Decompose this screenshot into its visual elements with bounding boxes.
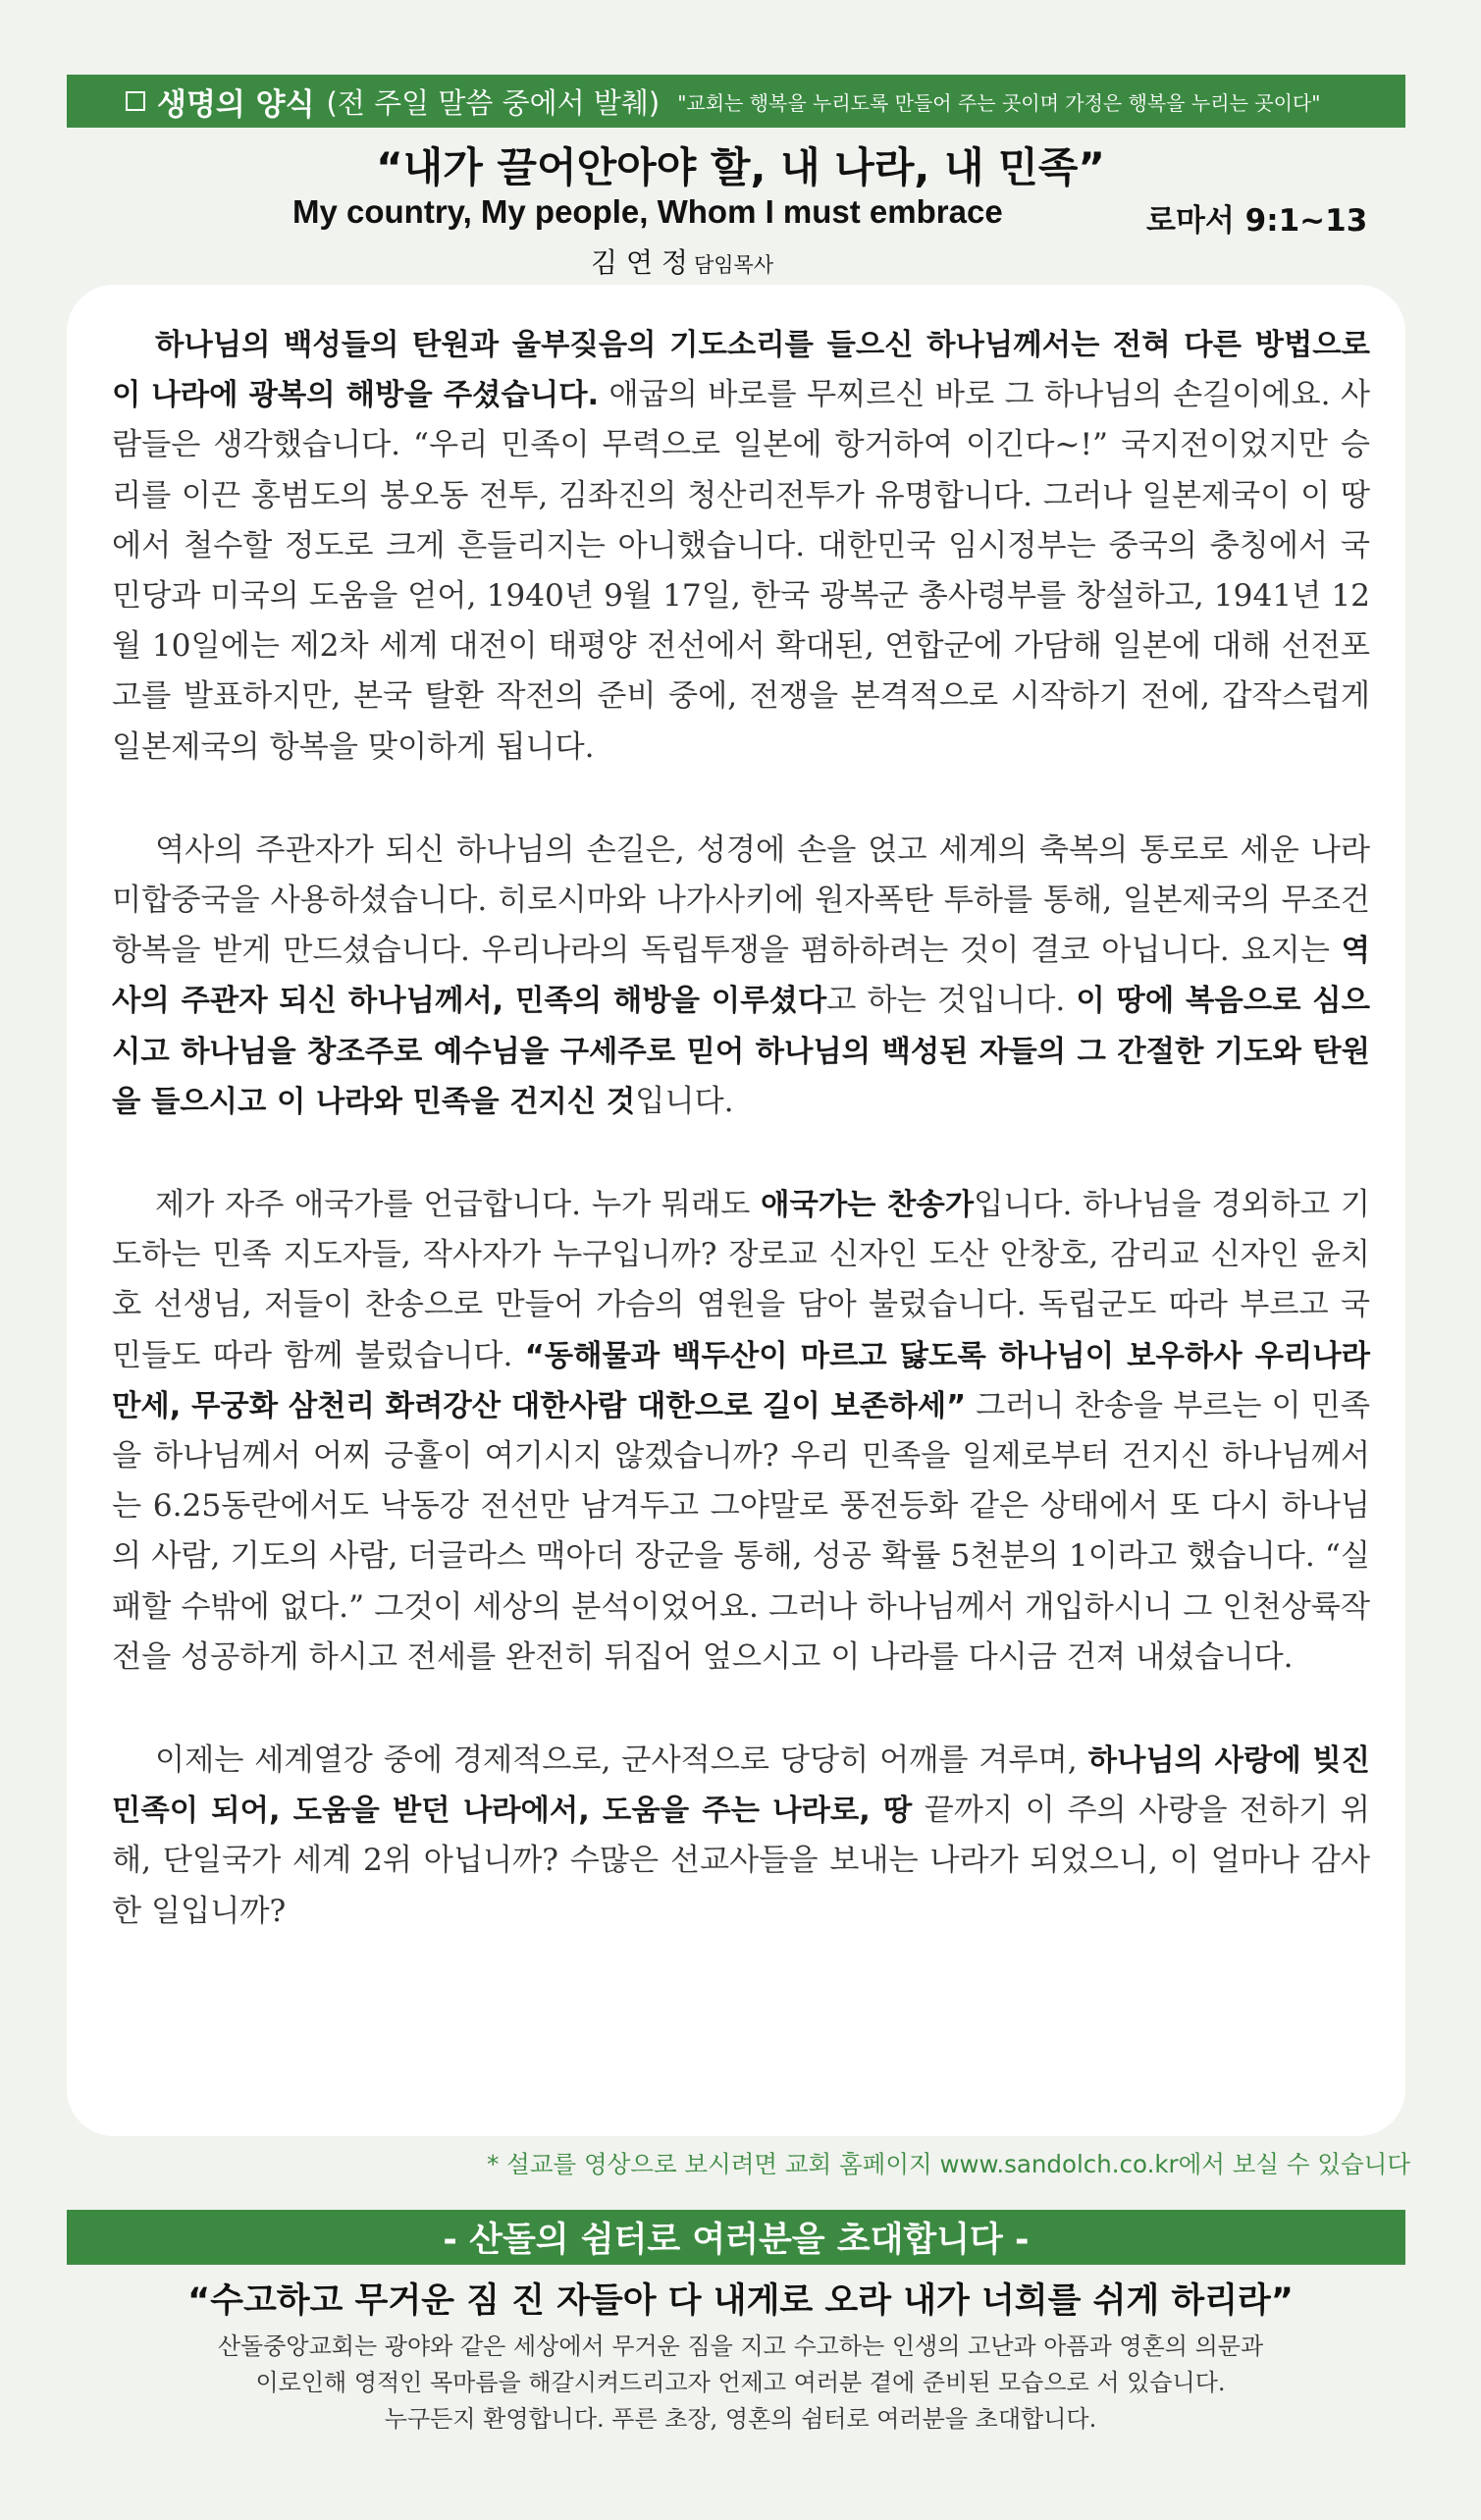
invite-line: 누구든지 환영합니다. 푸른 초장, 영혼의 쉼터로 여러분을 초대합니다. [384, 2405, 1097, 2433]
body-text: 입니다. 하나님을 경외하고 기도하는 민족 지도자들, 작사자가 누구입니까? 장로교 신자인 도산 안창호, 감리교 신자인 윤치호 선생님, 저들이 찬송으로 만들어 가슴의 염원을 담아 불렀습니다. 독립군도 따라 부르고 국민들도 따라 함께 불렀습니다. [112, 1187, 1370, 1373]
body-text: 애굽의 바로를 무찌르신 바로 그 하나님의 손길이에요. 사람들은 생각했습니다. “우리 민족이 무력으로 일본에 항거하여 이긴다~!” 국지전이었지만 승리를 이끈 홍범도의 봉오동 전투, 김좌진의 청산리전투가 유명합니다. 그러나 일본제국이 이 땅에서 철수할 정도로 크게 흔들리지는 아니했습니다. 대한민국 임시정부는 중국의 충칭에서 국민당과 미국의 도움을 얻어, 1940년 9월 17일, 한국 광복군 총사령부를 창설하고, 1941년 12월 10일에는 제2차 세계 대전이 태평양 전선에서 확대된, 연합군에 가담해 일본에 대해 선전포고를 발표하지만, 본국 탈환 작전의 준비 중에, 전쟁을 본격적으로 시작하기 전에, 갑작스럽게 일본제국의 항복을 맞이하게 됩니다. [112, 377, 1370, 765]
body-text: 역사의 주관자가 되신 하나님의 손길은, 성경에 손을 얹고 세계의 축복의 통로로 세운 나라 미합중국을 사용하셨습니다. 히로시마와 나가사키에 원자폭탄 투하를 통해, 일본제국의 무조건 항복을 받게 만드셨습니다. 우리나라의 독립투쟁을 폄하하려는 것이 결코 아닙니다. 요지는 [112, 831, 1370, 969]
video-link-note: * 설교를 영상으로 보시려면 교회 홈페이지 www.sandolch.co.kr에서 보실 수 있습니다 [487, 2150, 1410, 2178]
paragraph-3 [112, 1180, 1370, 1683]
scripture-reference: 로마서 9:1~13 [1146, 203, 1368, 239]
paragraph-2 [112, 826, 1370, 1127]
sermon-english-title: My country, My people, Whom I must embrace [292, 193, 1003, 230]
body-text: 입니다. [635, 1083, 734, 1119]
header-subtitle: (전 주일 말씀 중에서 발췌) [326, 85, 661, 120]
header-bar [67, 75, 1405, 128]
body-text: 이제는 세계열강 중에 경제적으로, 군사적으로 당당히 어깨를 겨루며, [155, 1743, 1088, 1779]
body-text: 제가 자주 애국가를 언급합니다. 누가 뭐래도 [155, 1187, 762, 1223]
emphasis-text: 하나님의 사랑에 빚진 민족이 되어, 도움을 받던 나라에서, 도움을 주는 나라로, 땅 [112, 1743, 1370, 1829]
author [591, 241, 773, 281]
body-text: 그러니 찬송을 부르는 이 민족을 하나님께서 어찌 긍휼이 여기시지 않겠습니까? 우리 민족을 일제로부터 건지신 하나님께서는 6.25동란에서도 낙동강 전선만 남겨두고 그야말로 풍전등화 같은 상태에서 또 다시 하나님의 사람, 기도의 사람, 더글라스 맥아더 장군을 통해, 성공 확률 5천분의 1이라고 했습니다. “실패할 수밖에 없다.” 그것이 세상의 분석이었어요. 그러나 하나님께서 개입하시니 그 인천상륙작전을 성공하게 하시고 전세를 완전히 뒤집어 엎으시고 이 나라를 다시금 건져 내셨습니다. [112, 1387, 1370, 1675]
header-quote: "교회는 행복을 누리도록 만들어 주는 곳이며 가정은 행복을 누리는 곳이다" [677, 90, 1321, 115]
invite-banner: - 산돌의 쉼터로 여러분을 초대합니다 - [67, 2210, 1405, 2265]
invite-text [0, 2329, 1481, 2438]
author-role: 담임목사 [693, 253, 774, 277]
emphasis-text: “동해물과 백두산이 마르고 닳도록 하나님이 보우하사 우리나라 만세, 무궁화 삼천리 화려강산 대한사람 대한으로 길이 보존하세” [112, 1338, 1370, 1423]
author-name: 김 연 정 [591, 246, 688, 279]
bible-verse: “수고하고 무거운 짐 진 자들아 다 내게로 오라 내가 너희를 쉬게 하리라” [187, 2281, 1294, 2321]
emphasis-text: 역사의 주관자 되신 하나님께서, 민족의 해방을 이루셨다 [112, 934, 1370, 1019]
sermon-title: “내가 끌어안아야 할, 내 나라, 내 민족” [376, 143, 1105, 191]
paragraph-1 [112, 320, 1370, 773]
body-text: 고 하는 것입니다. [826, 983, 1077, 1019]
checkbox-icon [126, 91, 145, 111]
emphasis-text: 이 땅에 복음으로 심으시고 하나님을 창조주로 예수님을 구세주로 믿어 하나님의 백성된 자들의 그 간절한 기도와 탄원을 들으시고 이 나라와 민족을 건지신 것 [112, 984, 1370, 1119]
sermon-content [67, 285, 1405, 2136]
emphasis-text: 애국가는 찬송가 [761, 1188, 975, 1223]
body-text: 끝까지 이 주의 사랑을 전하기 위해, 단일국가 세계 2위 아닙니까? 수많은 선교사들을 보내는 나라가 되었으니, 이 얼마나 감사한 일입니까? [112, 1793, 1370, 1929]
header-title: 생명의 양식 [157, 86, 315, 123]
invite-line: 이로인해 영적인 목마름을 해갈시켜드리고자 언제고 여러분 곁에 준비된 모습으로 서 있습니다. [255, 2369, 1226, 2396]
paragraph-4 [112, 1736, 1370, 1937]
invite-line: 산돌중앙교회는 광야와 같은 세상에서 무거운 짐을 지고 수고하는 인생의 고난과 아픔과 영혼의 의문과 [217, 2332, 1264, 2360]
emphasis-text: 하나님의 백성들의 탄원과 울부짖음의 기도소리를 들으신 하나님께서는 전혀 다른 방법으로 이 나라에 광복의 해방을 주셨습니다. [112, 328, 1370, 413]
